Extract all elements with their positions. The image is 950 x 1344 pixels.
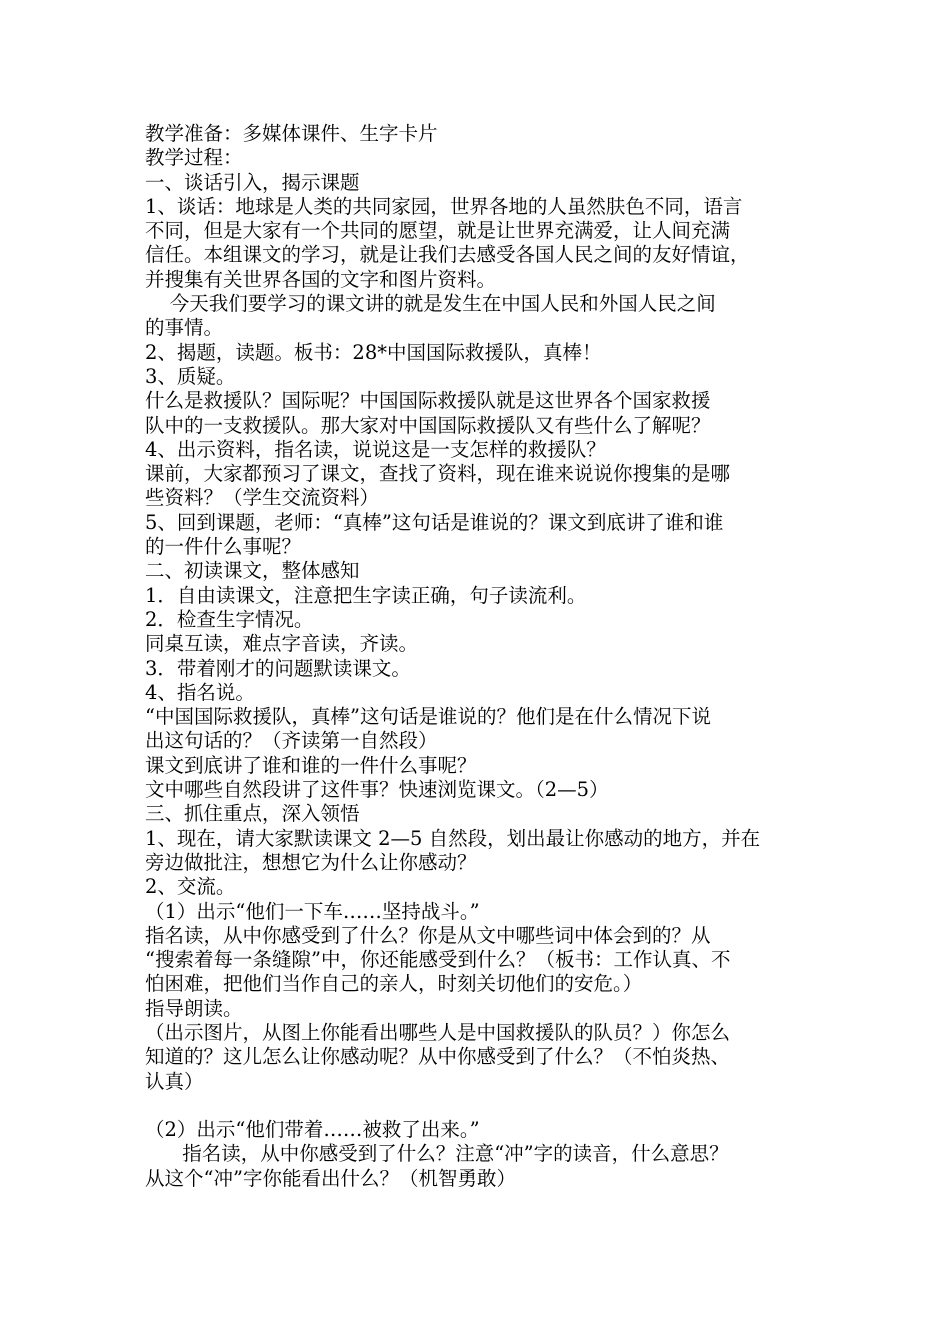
blank-line <box>145 1094 825 1118</box>
text-line: 1、谈话：地球是人类的共同家园，世界各地的人虽然肤色不同，语言 <box>145 194 743 218</box>
text-line: 2、揭题，读题。板书：28*中国国际救援队，真棒！ <box>145 340 602 364</box>
text-line: 并搜集有关世界各国的文字和图片资料。 <box>145 267 497 291</box>
text-line: 出这句话的？（齐读第一自然段） <box>145 729 438 753</box>
text-line: 课文到底讲了谁和谁的一件什么事呢？ <box>145 753 477 777</box>
text-line: 不同，但是大家有一个共同的愿望，就是让世界充满爱，让人间充满 <box>145 219 731 243</box>
text-line: 怕困难，把他们当作自己的亲人，时刻关切他们的安危。） <box>145 972 643 996</box>
section-heading-3: 三、抓住重点，深入领悟 <box>145 802 360 826</box>
text-line: 2、交流。 <box>145 875 236 899</box>
text-line: 从这个“冲”字你能看出什么？（机智勇敢） <box>145 1166 516 1190</box>
text-line: 指名读，从中你感受到了什么？注意“冲”字的读音，什么意思？ <box>145 1142 729 1166</box>
text-line: 信任。本组课文的学习，就是让我们去感受各国人民之间的友好情谊， <box>145 243 750 267</box>
text-line: “中国国际救援队，真棒”这句话是谁说的？他们是在什么情况下说 <box>145 705 711 729</box>
text-line: 3、质疑。 <box>145 364 236 388</box>
text-line: 4、出示资料，指名读，说说这是一支怎样的救援队？ <box>145 437 606 461</box>
text-line: 1．自由读课文，注意把生字读正确，句子读流利。 <box>145 583 587 607</box>
text-line: 4、指名说。 <box>145 680 255 704</box>
text-line: 3．带着刚才的问题默读课文。 <box>145 656 411 680</box>
text-line: 课前，大家都预习了课文，查找了资料，现在谁来说说你搜集的是哪 <box>145 462 731 486</box>
line-process: 教学过程： <box>145 146 243 170</box>
text-line: 队中的一支救援队。那大家对中国国际救援队又有些什么了解呢？ <box>145 413 711 437</box>
text-line: 指名读，从中你感受到了什么？你是从文中哪些词中体会到的？从 <box>145 923 711 947</box>
section-heading-2: 二、初读课文，整体感知 <box>145 559 360 583</box>
text-line: 今天我们要学习的课文讲的就是发生在中国人民和外国人民之间 <box>145 292 716 316</box>
text-line: 同桌互读，难点字音读，齐读。 <box>145 632 419 656</box>
text-line: 2．检查生字情况。 <box>145 607 314 631</box>
text-line: 5、回到课题，老师：“真棒”这句话是谁说的？课文到底讲了谁和谁 <box>145 510 724 534</box>
text-line: 什么是救援队？国际呢？中国国际救援队就是这世界各个国家救援 <box>145 389 711 413</box>
text-line: （1）出示“他们一下车……坚持战斗。” <box>145 899 480 923</box>
section-heading-1: 一、谈话引入，揭示课题 <box>145 170 360 194</box>
text-line: 指导朗读。 <box>145 996 243 1020</box>
text-line: 的一件什么事呢？ <box>145 535 302 559</box>
text-line: 的事情。 <box>145 316 224 340</box>
document-page <box>145 122 825 1191</box>
text-line: 些资料？（学生交流资料） <box>145 486 380 510</box>
text-line: （2）出示“他们带着……被救了出来。” <box>145 1118 480 1142</box>
text-line: 知道的？这儿怎么让你感动呢？从中你感受到了什么？（不怕炎热、 <box>145 1045 731 1069</box>
text-line: 认真） <box>145 1069 204 1093</box>
text-line: 1、现在，请大家默读课文 2—5 自然段，划出最让你感动的地方，并在 <box>145 826 761 850</box>
line-prep: 教学准备：多媒体课件、生字卡片 <box>145 122 438 145</box>
text-line: “搜索着每一条缝隙”中，你还能感受到什么？（板书：工作认真、不 <box>145 948 731 972</box>
text-line: （出示图片，从图上你能看出哪些人是中国救援队的队员？）你怎么 <box>145 1020 731 1044</box>
text-line: 旁边做批注，想想它为什么让你感动？ <box>145 850 477 874</box>
text-line: 文中哪些自然段讲了这件事？快速浏览课文。（2—5） <box>145 778 609 802</box>
